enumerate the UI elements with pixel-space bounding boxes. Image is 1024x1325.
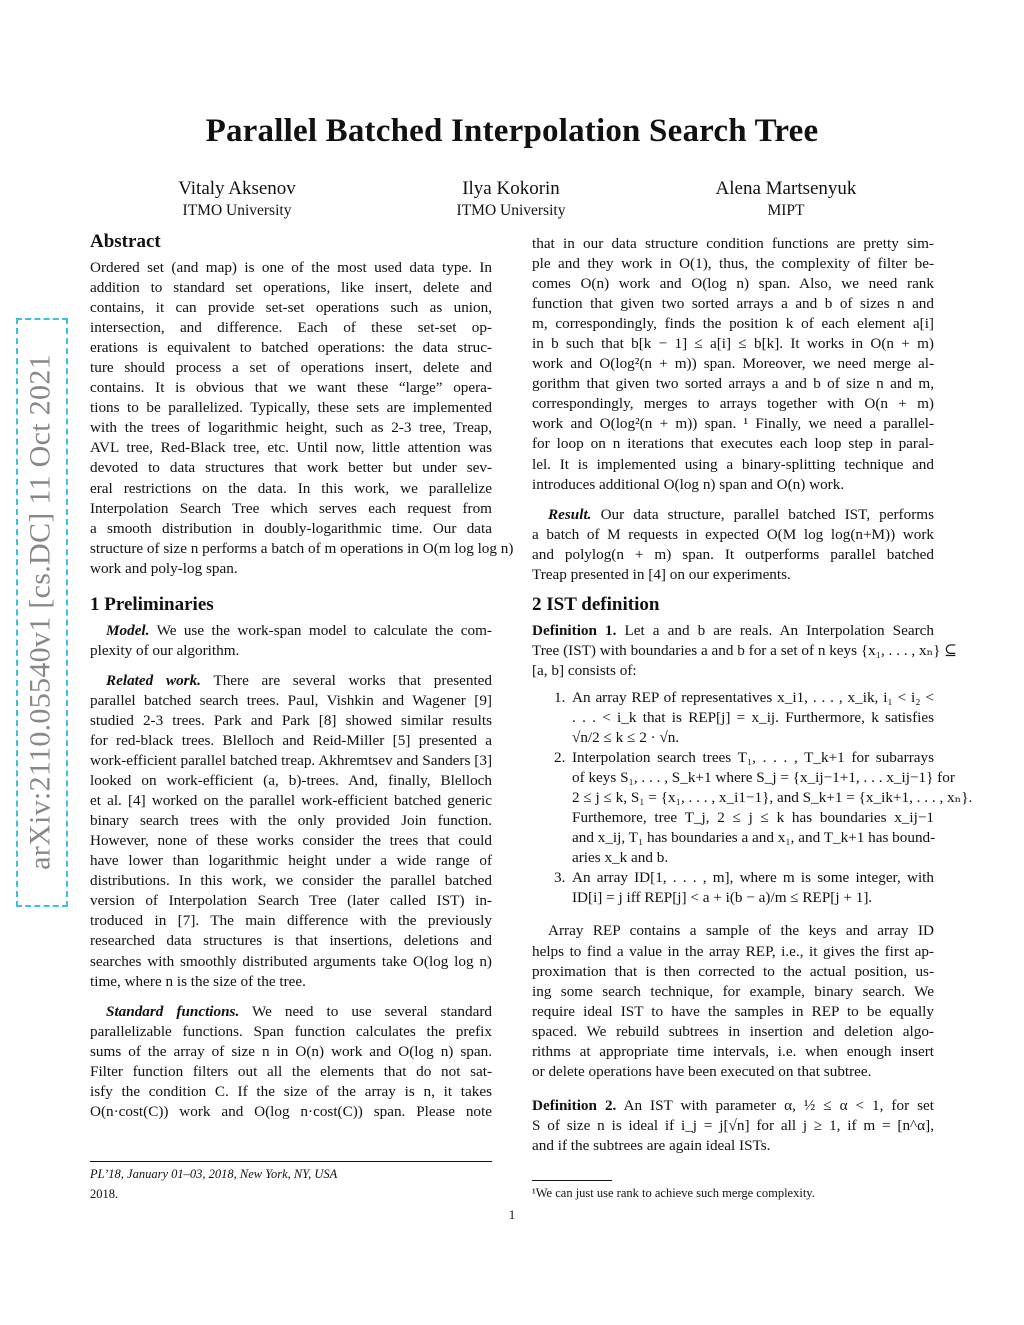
related-line: parallel batched search trees. Paul, Vishkin and Wagener [9] <box>90 691 492 709</box>
definition-2 <box>532 1096 934 1156</box>
abstract-heading: Abstract <box>90 231 161 252</box>
abstract-line: Ordered set (and map) is one of the most used data type. In <box>90 259 492 276</box>
def2-line: An IST with parameter α, ½ ≤ α < 1, for set <box>623 1096 934 1114</box>
arxiv-id: arXiv:2110.05540v1 [cs.DC] 11 Oct 2021 <box>23 354 57 870</box>
standard-line: isfy the condition C. If the size of the array is n, it takes <box>90 1082 492 1100</box>
text-line: work and O(log²(n + m)) span. Moreover, we need merge al- <box>532 355 934 373</box>
left-column <box>90 231 514 1122</box>
related-line: et al. [4] worked on the parallel work-efficient batched generic <box>90 792 492 810</box>
related-line: work-efficient parallel batched treap. Akhremtsev and Sanders [3] <box>90 752 492 770</box>
related-line: binary search trees with the only provided Join function. <box>90 812 492 830</box>
standard-label: Standard functions. <box>106 1002 240 1020</box>
definition-list <box>532 688 973 909</box>
def1-line: Tree (IST) with boundaries a and b for a set of n keys {x₁, . . . , xₙ} ⊆ <box>532 641 957 659</box>
author-3 <box>656 177 916 221</box>
abstract-line: contains, it can provide set-set operations such as union, <box>90 299 492 317</box>
array-line: proximation that is then corrected to the actual position, us- <box>532 962 934 980</box>
author-affiliation: MIPT <box>767 202 805 219</box>
list-item <box>532 688 934 748</box>
list-line: of keys S₁, . . . , S_k+1 where S_j = {x_ij−1+1, . . . x_ij−1} for <box>572 769 955 787</box>
related-line: version of Interpolation Search Tree (later called IST) in- <box>90 892 492 910</box>
abstract-line: eral restrictions on the data. In this work, we parallelize <box>90 479 492 497</box>
model-line: We use the work-span model to calculate the com- <box>156 621 492 639</box>
text-line: m, correspondingly, finds the position k of each element a[i] <box>532 315 934 333</box>
text-line: function that given two sorted arrays a and b of sizes n and <box>532 295 934 313</box>
text-line: work and O(log²(n + m)) span. ¹ Finally, we need a parallel- <box>532 415 934 433</box>
related-line: studied 2-3 trees. Park and Park [8] showed similar results <box>90 711 492 729</box>
array-line: require ideal IST to have the samples in REP to be equally <box>532 1002 934 1020</box>
array-line: ing some search technique, for example, binary search. We <box>532 982 934 1000</box>
author-affiliation: ITMO University <box>456 202 566 219</box>
standard-line: O(n·cost(C)) work and O(log n·cost(C)) span. Please note <box>90 1102 492 1120</box>
paper-title: Parallel Batched Interpolation Search Tree <box>205 113 819 149</box>
related-line: searches with smoothly distributed arguments take O(log log n) <box>90 952 492 970</box>
abstract-line: work and poly-log span. <box>90 559 238 577</box>
list-number: 1. <box>554 688 566 706</box>
result-line: and polylog(n + m) span. It outperforms parallel batched <box>532 545 934 563</box>
author-1 <box>107 177 367 221</box>
abstract-line: ture should process a set of operations insert, delete and <box>90 359 492 377</box>
related-line: time, where n is the size of the tree. <box>90 972 306 990</box>
author-name: Vitaly Aksenov <box>178 178 296 199</box>
text-line: correspondingly, merges to arrays together with O(n + m) <box>532 395 934 413</box>
result-line: Our data structure, parallel batched IST, performs <box>600 505 934 523</box>
related-line: researched data structures is that insertions, deletions and <box>90 932 492 950</box>
list-number: 2. <box>554 749 566 767</box>
footer-rule <box>90 1161 492 1162</box>
def1-label: Definition 1. <box>532 621 617 639</box>
abstract-line: intersection, and difference. Each of these set-set op- <box>90 319 492 337</box>
author-2 <box>381 177 641 221</box>
model-label: Model. <box>106 621 150 639</box>
text-line: comes O(n) work and O(log n) span. Also, we need rank <box>532 275 934 293</box>
footnote-1: ¹We can just use rank to achieve such merge complexity. <box>532 1186 815 1200</box>
abstract-line: erations is equivalent to batched operations: the data struc- <box>90 339 492 357</box>
abstract-line: contains. It is obvious that we want these “large” opera- <box>90 379 492 397</box>
section-2-heading: 2 IST definition <box>532 593 660 615</box>
list-line: Furthemore, tree T_j, 2 ≤ j ≤ k has boundaries x_ij−1 <box>572 809 934 827</box>
right-column <box>532 234 973 1156</box>
list-line: aries x_k and b. <box>572 849 669 867</box>
list-line: and x_ij, T₁ has boundaries a and x₁, and T_k+1 has bound- <box>572 829 936 847</box>
related-line: distributions. In this work, we consider the parallel batched <box>90 872 492 890</box>
result-paragraph <box>532 505 934 585</box>
standard-line: sums of the array of size n in O(n) work and O(log n) span. <box>90 1042 492 1060</box>
list-line: An array REP of representatives x_i1, . . . , x_ik, i₁ < i₂ < <box>572 688 934 706</box>
text-line: gorithm that given two sorted arrays a and b of size n and m, <box>532 375 934 393</box>
text-line: lel. It is implemented using a binary-splitting technique and <box>532 455 934 473</box>
standard-line: Filter function filters out all the elements that do not sat- <box>90 1062 492 1080</box>
array-line: rithms at appropriate time intervals, i.e. when enough insert <box>532 1042 934 1060</box>
list-line: Interpolation search trees T₁, . . . , T_k+1 for subarrays <box>572 749 934 767</box>
list-line: . . . < i_k that is REP[j] = x_ij. Furthermore, k satisfies <box>572 708 934 726</box>
abstract-body <box>90 258 514 579</box>
arxiv-watermark <box>16 318 68 907</box>
def2-line: S of size n is ideal if i_j = j[√n] for all j ≥ 1, if m = [n^α], <box>532 1116 934 1134</box>
model-paragraph <box>90 621 492 661</box>
abstract-line: devoted to data structures that work better but under sev- <box>90 459 492 477</box>
array-line: or delete operations have been executed on that subtree. <box>532 1062 872 1080</box>
def1-line: [a, b] consists of: <box>532 661 637 679</box>
abstract-line: with the trees of logarithmic height, such as 2-3 tree, Treap, <box>90 419 492 437</box>
venue-line: PL’18, January 01–03, 2018, New York, NY, USA <box>90 1167 338 1181</box>
def1-line: Let a and b are reals. An Interpolation Search <box>624 621 934 639</box>
array-line: helps to find a value in the array REP, i.e., it gives the first ap- <box>532 942 934 960</box>
abstract-line: a smooth distribution in doubly-logarithmic time. Our data <box>90 519 492 537</box>
author-name: Alena Martsenyuk <box>715 178 857 199</box>
array-paragraph <box>532 921 934 1081</box>
array-line: Array REP contains a sample of the keys and array ID <box>548 922 934 940</box>
related-label: Related work. <box>106 671 201 689</box>
model-line: plexity of our algorithm. <box>90 641 240 659</box>
standard-line: We need to use several standard <box>252 1002 492 1020</box>
abstract-line: tions to be parallelized. Typically, these sets are implemented <box>90 399 492 417</box>
related-line: looked on work-efficient (a, b)-trees. And, finally, Blelloch <box>90 772 492 790</box>
result-line: Treap presented in [4] on our experiments. <box>532 565 791 583</box>
standard-functions-paragraph <box>90 1002 492 1122</box>
author-affiliation: ITMO University <box>182 202 292 219</box>
related-line: There are several works that presented <box>213 671 493 689</box>
related-line: for red-black trees. Blelloch and Reid-Miller [5] presented a <box>90 731 492 749</box>
year-line: 2018. <box>90 1187 119 1201</box>
list-line: 2 ≤ j ≤ k, S₁ = {x₁, . . . , x_i1−1}, and S_k+1 = {x_ik+1, . . . , xₙ}. <box>572 789 973 807</box>
definition-1 <box>532 621 957 681</box>
text-line: in b such that b[k − 1] ≤ a[i] ≤ b[k]. It works in O(n + m) <box>532 335 934 353</box>
def2-label: Definition 2. <box>532 1096 617 1114</box>
array-line: spaced. We rebuild subtrees in insertion and deletion algo- <box>532 1022 934 1040</box>
list-item <box>532 868 934 908</box>
related-line: However, none of these works consider the trees that could <box>90 832 492 850</box>
related-line: troduced in [7]. The main difference with the previously <box>90 912 492 930</box>
standard-functions-continued <box>532 234 934 495</box>
text-line: for loop on n iterations that executes each loop step in paral- <box>532 435 934 453</box>
abstract-line: structure of size n performs a batch of m operations in O(m log log n) <box>90 539 514 557</box>
abstract-line: addition to standard set operations, like insert, delete and <box>90 279 492 297</box>
text-line: that in our data structure condition functions are pretty sim- <box>532 235 934 252</box>
abstract-line: Interpolation Search Tree which serves each request from <box>90 499 492 517</box>
list-line: An array ID[1, . . . , m], where m is some integer, with <box>572 869 934 887</box>
text-line: ple and they work in O(1), thus, the complexity of filter be- <box>532 255 934 273</box>
list-line: ID[i] = j iff REP[j] < a + i(b − a)/m ≤ REP[j + 1]. <box>572 889 873 907</box>
footnote-rule <box>532 1180 612 1181</box>
result-label: Result. <box>548 505 592 523</box>
author-name: Ilya Kokorin <box>462 178 560 199</box>
related-paragraph <box>90 671 492 992</box>
section-1-heading: 1 Preliminaries <box>90 593 214 615</box>
list-number: 3. <box>554 869 566 887</box>
list-item <box>532 748 973 868</box>
standard-line: parallelizable functions. Span function calculates the prefix <box>90 1022 492 1040</box>
page-number: 1 <box>508 1207 516 1222</box>
related-line: have lower than logarithmic height under a wide range of <box>90 852 492 870</box>
list-line: √n/2 ≤ k ≤ 2 · √n. <box>572 729 680 747</box>
abstract-line: AVL tree, Red-Black tree, etc. Until now, little attention was <box>90 439 492 457</box>
text-line: introduces additional O(log n) span and O(n) work. <box>532 475 845 493</box>
def2-line: and if the subtrees are again ideal ISTs. <box>532 1136 771 1154</box>
result-line: a batch of M requests in expected O(M log log(n+M)) work <box>532 525 934 543</box>
